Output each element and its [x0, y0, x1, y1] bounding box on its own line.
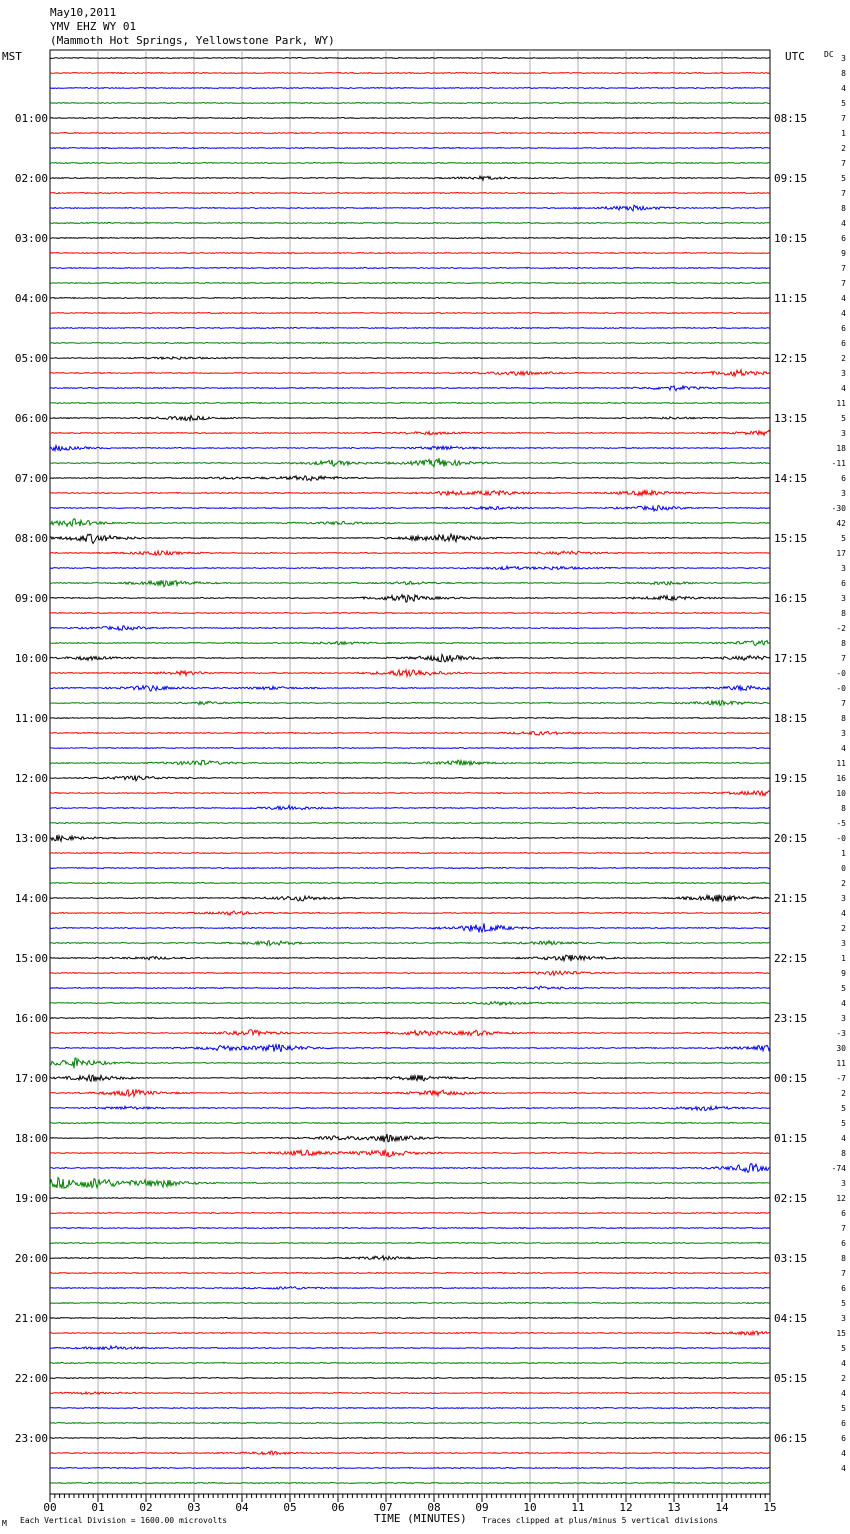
- dc-offset-value: 5: [841, 414, 846, 423]
- trace-row: [50, 580, 770, 586]
- dc-offset-value: 6: [841, 1209, 846, 1218]
- left-hour-label: 03:00: [14, 232, 48, 245]
- right-hour-label: 19:15: [774, 772, 808, 785]
- left-hour-label: 21:00: [14, 1312, 48, 1325]
- dc-offset-value: 4: [841, 744, 846, 753]
- dc-offset-value: 2: [841, 354, 846, 363]
- trace-row: [50, 147, 770, 148]
- trace-row: [50, 566, 770, 570]
- left-hour-label: 08:00: [14, 532, 48, 545]
- trace-row: [50, 1317, 770, 1318]
- right-hour-label: 09:15: [774, 172, 808, 185]
- clip-note: Traces clipped at plus/minus 5 vertical divisions: [482, 1516, 719, 1525]
- dc-offset-value: -30: [831, 504, 846, 513]
- dc-offset-value: 8: [841, 714, 846, 723]
- dc-offset-value: 5: [841, 1344, 846, 1353]
- trace-row: [50, 895, 770, 902]
- x-tick-label: 00: [43, 1501, 57, 1514]
- trace-row: [50, 686, 770, 691]
- dc-offset-value: 2: [841, 879, 846, 888]
- dc-offset-value: 8: [841, 204, 846, 213]
- trace-row: [50, 1377, 770, 1378]
- right-hour-label: 15:15: [774, 532, 808, 545]
- dc-offset-value: 6: [841, 1419, 846, 1428]
- x-tick-label: 04: [235, 1501, 249, 1514]
- right-hour-label: 14:15: [774, 472, 808, 485]
- left-hour-label: 15:00: [14, 952, 48, 965]
- trace-row: [50, 446, 770, 451]
- dc-offset-value: 6: [841, 1239, 846, 1248]
- trace-row: [50, 430, 770, 435]
- trace-row: [50, 416, 770, 421]
- dc-offset-value: 5: [841, 1119, 846, 1128]
- trace-row: [50, 1017, 770, 1018]
- dc-offset-value: -2: [836, 624, 846, 633]
- dc-offset-value: 3: [841, 729, 846, 738]
- trace-row: [50, 791, 770, 796]
- x-tick-label: 02: [139, 1501, 153, 1514]
- dc-offset-value: 16: [836, 774, 846, 783]
- trace-row: [50, 986, 770, 989]
- dc-offset-value: 6: [841, 339, 846, 348]
- trace-row: [50, 402, 770, 403]
- dc-offset-value: 3: [841, 429, 846, 438]
- x-tick-label: 01: [91, 1501, 105, 1514]
- plot-grid: [50, 50, 770, 1494]
- trace-row: [50, 1331, 770, 1335]
- dc-offset-value: 7: [841, 1224, 846, 1233]
- left-hour-label: 09:00: [14, 592, 48, 605]
- dc-offset-value: 5: [841, 99, 846, 108]
- dc-offset-value: 9: [841, 249, 846, 258]
- dc-offset-value: -0: [836, 834, 846, 843]
- trace-row: [50, 1030, 770, 1036]
- trace-row: [50, 1106, 770, 1110]
- trace-row: [50, 1287, 770, 1290]
- dc-offset-value: 3: [841, 1314, 846, 1323]
- dc-offset-value: 7: [841, 189, 846, 198]
- dc-offset-value: 2: [841, 144, 846, 153]
- trace-row: [50, 222, 770, 223]
- trace-row: [50, 806, 770, 810]
- left-hour-label: 02:00: [14, 172, 48, 185]
- dc-offset-value: 11: [836, 759, 846, 768]
- dc-offset-value: 7: [841, 114, 846, 123]
- left-hour-label: 04:00: [14, 292, 48, 305]
- trace-row: [50, 748, 770, 749]
- dc-offset-value: 4: [841, 384, 846, 393]
- dc-offset-value: 4: [841, 294, 846, 303]
- trace-row: [50, 911, 770, 915]
- trace-row: [50, 267, 770, 268]
- dc-offset-value: 8: [841, 1254, 846, 1263]
- trace-row: [50, 1058, 770, 1068]
- dc-offset-value: -3: [836, 1029, 846, 1038]
- x-axis: [43, 1494, 776, 1514]
- trace-row: [50, 237, 770, 238]
- right-hour-label: 18:15: [774, 712, 808, 725]
- dc-offset-value: 7: [841, 654, 846, 663]
- trace-row: [50, 1346, 770, 1350]
- dc-offset-value: 4: [841, 219, 846, 228]
- trace-row: [50, 72, 770, 73]
- dc-offset-value: 3: [841, 369, 846, 378]
- trace-row: [50, 57, 770, 58]
- left-hour-label: 06:00: [14, 412, 48, 425]
- dc-offset-value: 4: [841, 309, 846, 318]
- trace-row: [50, 941, 770, 946]
- trace-row: [50, 835, 770, 841]
- dc-offset-value: 4: [841, 84, 846, 93]
- right-hour-label: 00:15: [774, 1072, 808, 1085]
- trace-row: [50, 641, 770, 646]
- left-hour-label: 13:00: [14, 832, 48, 845]
- trace-row: [50, 176, 770, 180]
- dc-offset-value: 4: [841, 1134, 846, 1143]
- right-hour-label: 20:15: [774, 832, 808, 845]
- dc-offset-value: 2: [841, 924, 846, 933]
- trace-row: [50, 327, 770, 328]
- x-tick-label: 15: [763, 1501, 777, 1514]
- trace-row: [50, 357, 770, 360]
- dc-offset-value: 10: [836, 789, 846, 798]
- trace-row: [50, 853, 770, 854]
- dc-offset-value: 30: [836, 1044, 846, 1053]
- trace-row: [50, 551, 770, 556]
- dc-offset-value: 6: [841, 474, 846, 483]
- left-hour-label: 22:00: [14, 1372, 48, 1385]
- right-hour-label: 10:15: [774, 232, 808, 245]
- left-hour-label: 07:00: [14, 472, 48, 485]
- dc-offset-value: 8: [841, 69, 846, 78]
- left-hour-label: 11:00: [14, 712, 48, 725]
- dc-offset-value: 11: [836, 1059, 846, 1068]
- right-hour-label: 17:15: [774, 652, 808, 665]
- trace-row: [50, 1407, 770, 1408]
- x-tick-label: 10: [523, 1501, 537, 1514]
- right-hour-label: 02:15: [774, 1192, 808, 1205]
- dc-offset-value: 3: [841, 489, 846, 498]
- dc-offset-value: 4: [841, 1389, 846, 1398]
- trace-row: [50, 458, 770, 467]
- right-hour-label: 05:15: [774, 1372, 808, 1385]
- x-axis-title: TIME (MINUTES): [374, 1512, 467, 1525]
- trace-row: [50, 1197, 770, 1198]
- dc-offset-value: -11: [831, 459, 846, 468]
- dc-offset-header: DC: [824, 50, 834, 59]
- left-timezone-label: MST: [2, 50, 22, 63]
- trace-row: [50, 1467, 770, 1468]
- trace-row: [50, 1212, 770, 1213]
- right-hour-label: 21:15: [774, 892, 808, 905]
- right-hour-label: 08:15: [774, 112, 808, 125]
- trace-row: [50, 534, 770, 543]
- dc-offset-value: 3: [841, 1179, 846, 1188]
- trace-row: [50, 923, 770, 932]
- left-hour-label: 19:00: [14, 1192, 48, 1205]
- trace-row: [50, 595, 770, 603]
- trace-row: [50, 252, 770, 253]
- dc-offset-value: 3: [841, 564, 846, 573]
- x-tick-label: 03: [187, 1501, 201, 1514]
- left-hour-label: 12:00: [14, 772, 48, 785]
- dc-offset-value: 8: [841, 1149, 846, 1158]
- right-hour-label: 22:15: [774, 952, 808, 965]
- dc-offset-value: 1: [841, 849, 846, 858]
- trace-row: [50, 205, 770, 211]
- trace-row: [50, 1002, 770, 1006]
- trace-row: [50, 313, 770, 314]
- right-hour-label: 16:15: [774, 592, 808, 605]
- x-tick-label: 05: [283, 1501, 297, 1514]
- dc-offset-value: 8: [841, 609, 846, 618]
- trace-row: [50, 476, 770, 481]
- trace-row: [50, 882, 770, 883]
- trace-row: [50, 1164, 770, 1173]
- dc-offset-value: -0: [836, 684, 846, 693]
- dc-offset-value: 1: [841, 954, 846, 963]
- left-hour-label: 17:00: [14, 1072, 48, 1085]
- trace-row: [50, 1256, 770, 1260]
- trace-row: [50, 117, 770, 118]
- left-hour-label: 16:00: [14, 1012, 48, 1025]
- dc-offset-value: 9: [841, 969, 846, 978]
- dc-offset-value: 4: [841, 1359, 846, 1368]
- scale-note: Each Vertical Division = 1600.00 microvolts: [20, 1516, 228, 1525]
- left-hour-label: 20:00: [14, 1252, 48, 1265]
- dc-offset-value: 8: [841, 639, 846, 648]
- trace-row: [50, 670, 770, 676]
- left-hour-label: 01:00: [14, 112, 48, 125]
- trace-row: [50, 370, 770, 376]
- trace-row: [50, 1122, 770, 1123]
- header-date: May10,2011: [50, 6, 117, 19]
- trace-row: [50, 717, 770, 718]
- trace-rows: [50, 57, 770, 1483]
- dc-offset-value: 18: [836, 444, 846, 453]
- trace-row: [50, 102, 770, 103]
- trace-row: [50, 1044, 770, 1052]
- dc-offset-value: 4: [841, 909, 846, 918]
- dc-offset-value: 6: [841, 1284, 846, 1293]
- x-tick-label: 12: [619, 1501, 633, 1514]
- dc-offset-value: 5: [841, 534, 846, 543]
- trace-row: [50, 971, 770, 975]
- trace-row: [50, 612, 770, 613]
- trace-row: [50, 822, 770, 823]
- dc-offset-value: -5: [836, 819, 846, 828]
- dc-offset-value: -7: [836, 1074, 846, 1083]
- dc-offset-value: 1: [841, 129, 846, 138]
- dc-offset-value: 3: [841, 939, 846, 948]
- dc-offset-value: 7: [841, 159, 846, 168]
- left-hour-label: 14:00: [14, 892, 48, 905]
- dc-offset-value: 7: [841, 264, 846, 273]
- trace-row: [50, 1482, 770, 1483]
- x-tick-label: 14: [715, 1501, 729, 1514]
- dc-offset-value: 15: [836, 1329, 846, 1338]
- trace-row: [50, 1150, 770, 1157]
- trace-row: [50, 701, 770, 706]
- dc-offset-value: 6: [841, 579, 846, 588]
- trace-row: [50, 1227, 770, 1228]
- dc-offset-value: 4: [841, 1464, 846, 1473]
- x-tick-label: 07: [379, 1501, 393, 1514]
- dc-offset-value: 6: [841, 1434, 846, 1443]
- plot-frame: [50, 50, 770, 1494]
- dc-offset-value: 3: [841, 54, 846, 63]
- trace-row: [50, 1075, 770, 1081]
- corner-mark: M: [2, 1519, 7, 1528]
- dc-offset-value: 12: [836, 1194, 846, 1203]
- trace-row: [50, 867, 770, 868]
- dc-offset-value: 0: [841, 864, 846, 873]
- trace-row: [50, 1362, 770, 1363]
- dc-offset-value: 5: [841, 1104, 846, 1113]
- dc-offset-value: 7: [841, 279, 846, 288]
- right-timezone-label: UTC: [785, 50, 805, 63]
- trace-row: [50, 776, 770, 781]
- trace-row: [50, 506, 770, 511]
- dc-offset-value: 42: [836, 519, 846, 528]
- x-tick-label: 11: [571, 1501, 585, 1514]
- dc-offset-value: 4: [841, 999, 846, 1008]
- x-tick-label: 09: [475, 1501, 489, 1514]
- trace-row: [50, 731, 770, 735]
- trace-row: [50, 386, 770, 391]
- header-station: YMV EHZ WY 01: [50, 20, 137, 33]
- trace-row: [50, 282, 770, 283]
- dc-offset-value: 5: [841, 1404, 846, 1413]
- trace-row: [50, 955, 770, 961]
- trace-row: [50, 1242, 770, 1243]
- trace-row: [50, 132, 770, 133]
- right-hour-label: 11:15: [774, 292, 808, 305]
- right-hour-label: 06:15: [774, 1432, 808, 1445]
- left-hour-label: 10:00: [14, 652, 48, 665]
- trace-row: [50, 1178, 770, 1189]
- right-hour-label: 13:15: [774, 412, 808, 425]
- left-hour-label: 05:00: [14, 352, 48, 365]
- dc-offset-value: 5: [841, 174, 846, 183]
- left-hour-label: 23:00: [14, 1432, 48, 1445]
- trace-row: [50, 1451, 770, 1455]
- x-tick-label: 08: [427, 1501, 441, 1514]
- trace-row: [50, 1272, 770, 1273]
- dc-offset-value: 17: [836, 549, 846, 558]
- dc-offset-value: -0: [836, 669, 846, 678]
- dc-offset-value: 3: [841, 1014, 846, 1023]
- trace-row: [50, 1392, 770, 1394]
- dc-offset-value: 11: [836, 399, 846, 408]
- trace-row: [50, 342, 770, 343]
- trace-row: [50, 1090, 770, 1097]
- trace-row: [50, 1437, 770, 1438]
- dc-offset-value: 2: [841, 1089, 846, 1098]
- right-hour-label: 23:15: [774, 1012, 808, 1025]
- trace-row: [50, 297, 770, 298]
- trace-row: [50, 760, 770, 765]
- trace-row: [50, 88, 770, 89]
- x-tick-label: 13: [667, 1501, 681, 1514]
- right-hour-label: 04:15: [774, 1312, 808, 1325]
- trace-row: [50, 192, 770, 193]
- dc-offset-value: 3: [841, 894, 846, 903]
- trace-row: [50, 626, 770, 630]
- trace-row: [50, 655, 770, 662]
- right-hour-label: 01:15: [774, 1132, 808, 1145]
- x-tick-label: 06: [331, 1501, 345, 1514]
- left-hour-label: 18:00: [14, 1132, 48, 1145]
- dc-offset-value: 3: [841, 594, 846, 603]
- dc-offset-value: 4: [841, 1449, 846, 1458]
- trace-row: [50, 1422, 770, 1423]
- trace-row: [50, 1302, 770, 1303]
- trace-row: [50, 1134, 770, 1142]
- trace-row: [50, 490, 770, 496]
- trace-row: [50, 162, 770, 163]
- dc-offset-value: 5: [841, 984, 846, 993]
- right-hour-label: 12:15: [774, 352, 808, 365]
- dc-offset-value: 7: [841, 699, 846, 708]
- trace-row: [50, 519, 770, 527]
- dc-offset-value: 7: [841, 1269, 846, 1278]
- header-location: (Mammoth Hot Springs, Yellowstone Park, WY): [50, 34, 335, 47]
- dc-offset-value: 8: [841, 804, 846, 813]
- dc-offset-value: 5: [841, 1299, 846, 1308]
- dc-offset-value: 6: [841, 324, 846, 333]
- dc-offset-value: -74: [831, 1164, 846, 1173]
- dc-offset-value: 2: [841, 1374, 846, 1383]
- dc-offset-value: 6: [841, 234, 846, 243]
- right-hour-label: 03:15: [774, 1252, 808, 1265]
